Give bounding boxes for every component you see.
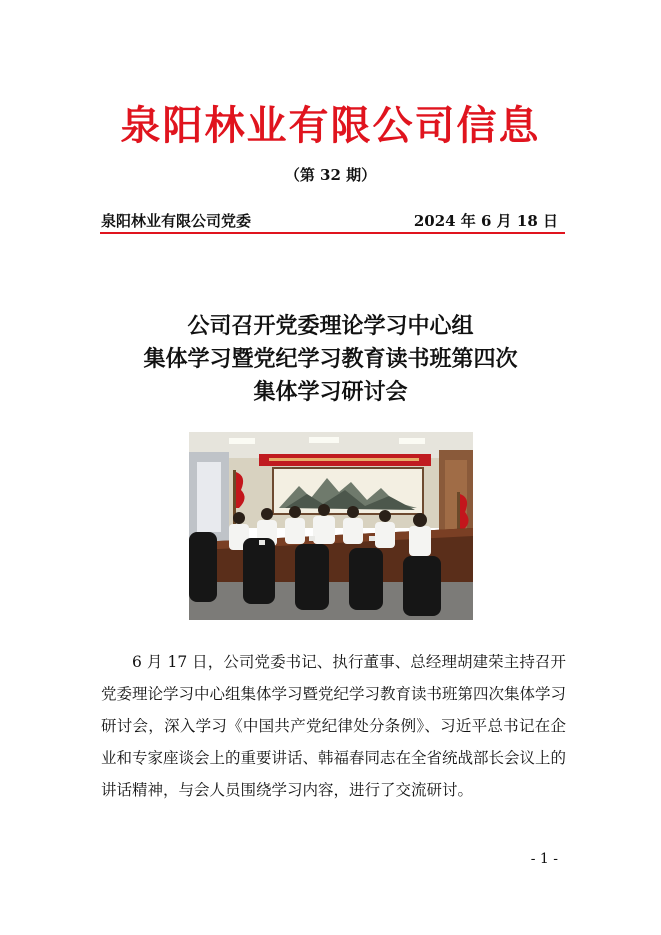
publish-date: 2024 年 6 月 18 日 [413, 212, 558, 230]
page-number: - 1 - [530, 851, 558, 867]
publisher-name: 泉阳林业有限公司党委 [101, 212, 252, 230]
meeting-photo [189, 432, 473, 620]
article-body: 6 月 17 日，公司党委书记、执行董事、总经理胡建荣主持召开党委理论学习中心组集体学习暨党纪学习教育读书班第四次集体学习研讨会，深入学习《中国共产党纪律处分条例》、习近平总书记在企业和专家座谈会上的重要讲话、韩福春同志在全省统战部长会议上的讲话精神，与会人员围绕学习内容，进行了交流研讨。 [101, 653, 567, 799]
newsletter-masthead: 泉阳林业有限公司信息 [120, 103, 541, 149]
header-red-rule [100, 232, 565, 234]
article-title-line-1: 公司召开党委理论学习中心组 [187, 314, 474, 339]
article-title-line-2: 集体学习暨党纪学习教育读书班第四次 [143, 347, 518, 372]
article-title [0, 310, 661, 409]
issue-number: （第 32 期） [284, 166, 377, 184]
article-title-line-3: 集体学习研讨会 [253, 380, 408, 405]
